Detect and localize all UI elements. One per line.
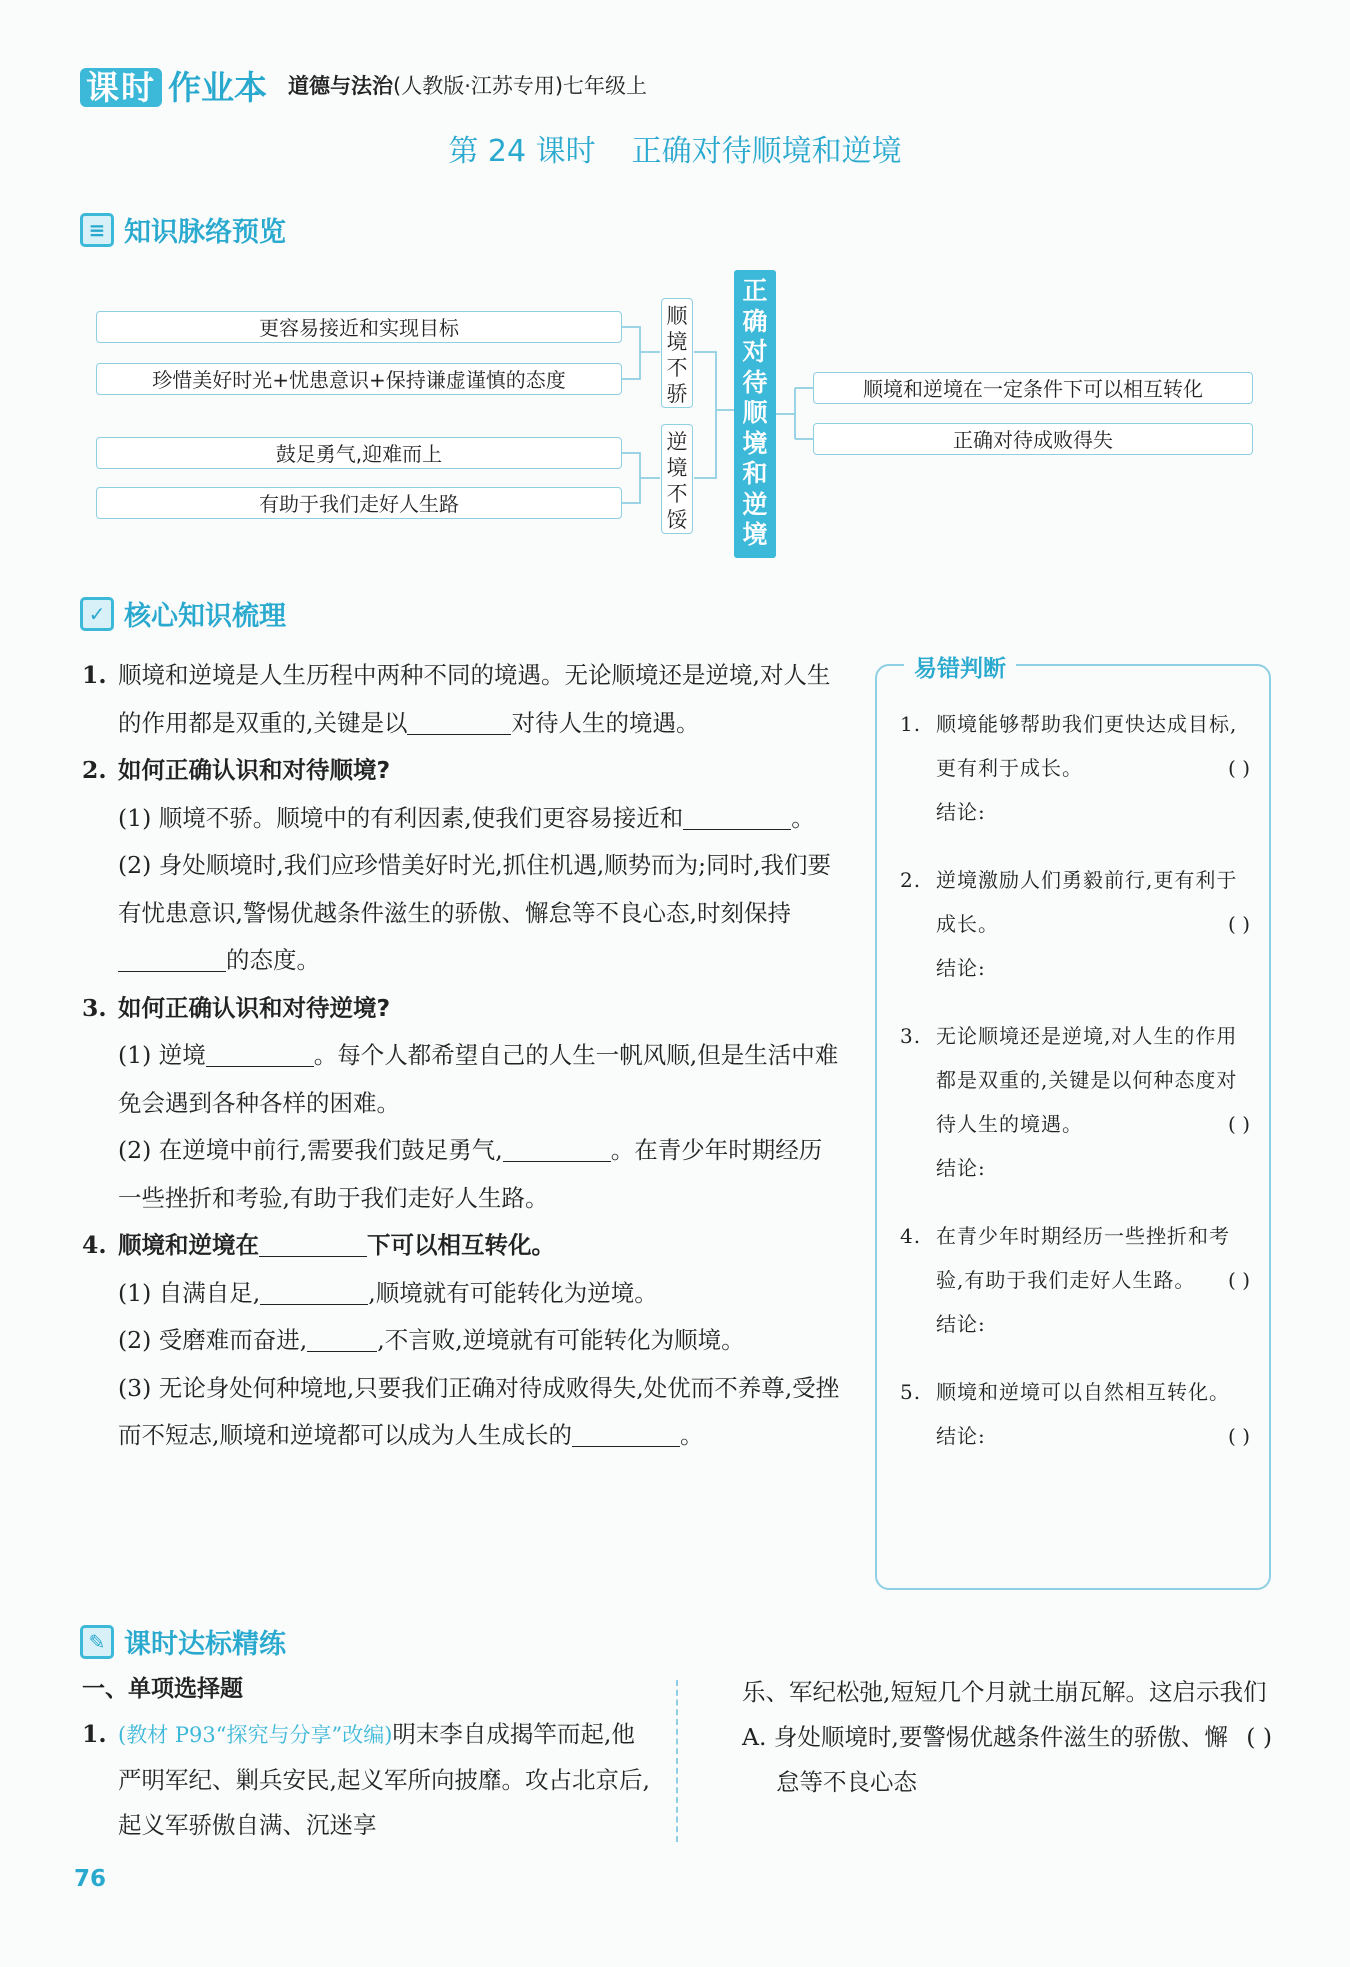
answer-bracket[interactable]: ( ) <box>1228 1112 1250 1136</box>
question-number: 1. <box>82 661 107 689</box>
mindmap-central-topic: 正确对待顺境和逆境 <box>734 270 776 558</box>
mc-question-1 <box>82 1712 652 1848</box>
fill-blank[interactable] <box>407 710 511 735</box>
sub-text: (1) 自满自足, <box>118 1278 261 1307</box>
question-3 <box>82 985 842 1033</box>
mindmap-left-item: 珍惜美好时光+忧患意识+保持谦虚谨慎的态度 <box>96 363 622 395</box>
subject: 道德与法治 <box>288 74 393 98</box>
section-header-practice <box>80 1622 286 1661</box>
mindmap-branch-prosperity: 顺境不骄 <box>661 298 693 408</box>
sub-text: 。 <box>791 803 815 832</box>
item-number: 2. <box>900 868 922 892</box>
answer-bracket[interactable]: ( ) <box>1228 1268 1250 1292</box>
item-number: 5. <box>900 1380 922 1404</box>
question-2-sub-1 <box>82 795 842 843</box>
error-judgment-title: 易错判断 <box>904 650 1016 683</box>
option-a[interactable]: A. 身处顺境时,要警惕优越条件滋生的骄傲、懈怠等不良心态 <box>742 1723 1228 1796</box>
item-text: 在青少年时期经历一些挫折和考验,有助于我们走好人生路。 <box>936 1224 1230 1292</box>
answer-bracket[interactable]: ( ) <box>1228 912 1250 936</box>
mindmap-right-item: 正确对待成败得失 <box>813 423 1253 455</box>
conclusion-label: 结论: <box>936 1312 986 1336</box>
sub-text: ,顺境就有可能转化为逆境。 <box>368 1278 658 1307</box>
sub-text: 。每个人都希望自己的人生一帆风顺,但是生活中难免会遇到各种各样的困难。 <box>118 1041 839 1117</box>
question-4-sub-3 <box>82 1365 842 1460</box>
page-number: 76 <box>74 1866 107 1892</box>
mindmap-branch-adversity: 逆境不馁 <box>661 424 693 534</box>
question-3-sub-1 <box>82 1032 842 1127</box>
question-2-sub-2 <box>82 842 842 985</box>
part-title: 一、单项选择题 <box>82 1676 243 1702</box>
question-text: 乐、军纪松弛,短短几个月就土崩瓦解。这启示我们 <box>742 1678 1267 1706</box>
question-number: 2. <box>82 756 107 784</box>
column-divider <box>676 1680 678 1842</box>
answer-bracket[interactable]: ( ) <box>1228 756 1250 780</box>
question-4-sub-1 <box>82 1270 842 1318</box>
sub-text: 。在青少年时期经历一些挫折和考验,有助于我们走好人生路。 <box>118 1136 823 1212</box>
core-knowledge-content <box>82 652 842 1460</box>
question-4-sub-2 <box>82 1317 842 1365</box>
conclusion-label: 结论: <box>936 1156 986 1180</box>
mindmap-left-item: 鼓足勇气,迎难而上 <box>96 437 622 469</box>
item-number: 4. <box>900 1224 922 1248</box>
item-text: 无论顺境还是逆境,对人生的作用都是双重的,关键是以何种态度对待人生的境遇。 <box>936 1024 1238 1136</box>
question-number: 3. <box>82 993 107 1022</box>
question-title: 顺境和逆境在 <box>118 1231 259 1259</box>
answer-bracket[interactable]: ( ) <box>1246 1723 1272 1751</box>
lesson-name: 正确对待顺境和逆境 <box>631 134 902 169</box>
edition: (人教版·江苏专用)七年级上 <box>393 74 648 98</box>
answer-bracket[interactable]: ( ) <box>1228 1424 1250 1448</box>
brand-logo-b: 作业本 <box>168 68 267 107</box>
sub-text: (2) 在逆境中前行,需要我们鼓足勇气, <box>118 1136 503 1164</box>
conclusion-label: 结论: <box>936 1424 986 1448</box>
fill-blank[interactable] <box>307 1328 377 1353</box>
question-1 <box>82 652 842 747</box>
item-text: 顺境和逆境可以自然相互转化。 <box>936 1380 1230 1404</box>
sub-text: 的态度。 <box>226 946 320 974</box>
fill-blank[interactable] <box>572 1423 680 1448</box>
fill-blank[interactable] <box>118 948 226 973</box>
item-number: 3. <box>900 1024 922 1048</box>
fill-blank[interactable] <box>503 1138 611 1163</box>
judgment-item <box>900 1370 1250 1458</box>
question-title: 如何正确认识和对待顺境? <box>118 756 391 784</box>
section-header-core-knowledge <box>80 594 286 633</box>
question-text: 明末李自成揭竿而起,他严明军纪、剿兵安民,起义军所向披靡。攻占北京后,起义军骄傲自满、沉迷享 <box>118 1720 650 1839</box>
question-text: 顺境和逆境是人生历程中两种不同的境遇。无论顺境还是逆境,对人生的作用都是双重的,关键是以 <box>118 661 831 737</box>
sub-text: (3) 无论身处何种境地,只要我们正确对待成败得失,处优而不养尊,受挫而不短志,顺境和逆境都可以成为人生成长的 <box>118 1373 840 1449</box>
section-title: 课时达标精练 <box>124 1629 286 1660</box>
mindmap-left-item: 更容易接近和实现目标 <box>96 311 622 343</box>
judgment-item <box>900 1214 1250 1346</box>
stack-icon: ≡ <box>80 213 114 247</box>
sub-text: (2) 身处顺境时,我们应珍惜美好时光,抓住机遇,顺势而为;同时,我们要有忧患意识,警惕优越条件滋生的骄傲、懈怠等不良心态,时刻保持 <box>118 851 832 927</box>
fill-blank[interactable] <box>259 1233 367 1258</box>
pencil-icon: ✎ <box>80 1625 114 1659</box>
checkmark-icon: ✓ <box>80 597 114 631</box>
section-title: 核心知识梳理 <box>124 601 286 632</box>
mindmap-left-item: 有助于我们走好人生路 <box>96 487 622 519</box>
judgment-item <box>900 858 1250 990</box>
question-text: 对待人生的境遇。 <box>511 708 700 737</box>
mindmap-right-item: 顺境和逆境在一定条件下可以相互转化 <box>813 372 1253 404</box>
question-title: 下可以相互转化。 <box>367 1231 555 1259</box>
mc-question-1-continued <box>742 1670 1272 1805</box>
question-title: 如何正确认识和对待逆境? <box>118 993 391 1022</box>
sub-text: ,不言败,逆境就有可能转化为顺境。 <box>377 1326 745 1354</box>
error-judgment-items <box>900 702 1250 1482</box>
sub-text: (2) 受磨难而奋进, <box>118 1326 308 1354</box>
item-text: 顺境能够帮助我们更快达成目标,更有利于成长。 <box>936 712 1238 780</box>
lesson-number: 第 24 课时 <box>448 134 596 169</box>
sub-text: 。 <box>679 1421 704 1449</box>
sub-text: (1) 逆境 <box>118 1041 206 1069</box>
question-number: 4. <box>82 1231 107 1259</box>
fill-blank[interactable] <box>260 1280 368 1305</box>
question-4 <box>82 1222 842 1270</box>
question-2 <box>82 747 842 795</box>
conclusion-label: 结论: <box>936 956 986 980</box>
sub-text: (1) 顺境不骄。顺境中的有利因素,使我们更容易接近和 <box>118 803 684 832</box>
judgment-item <box>900 1014 1250 1190</box>
item-text: 逆境激励人们勇毅前行,更有利于成长。 <box>936 868 1238 936</box>
question-source: (教材 P93“探究与分享”改编) <box>118 1723 393 1747</box>
conclusion-label: 结论: <box>936 800 986 824</box>
fill-blank[interactable] <box>683 805 791 830</box>
section-title: 知识脉络预览 <box>124 217 286 248</box>
question-3-sub-2 <box>82 1127 842 1222</box>
item-number: 1. <box>900 712 922 736</box>
brand-logo-a: 课时 <box>80 68 162 107</box>
fill-blank[interactable] <box>206 1043 314 1068</box>
judgment-item <box>900 702 1250 834</box>
question-number: 1. <box>82 1720 107 1748</box>
